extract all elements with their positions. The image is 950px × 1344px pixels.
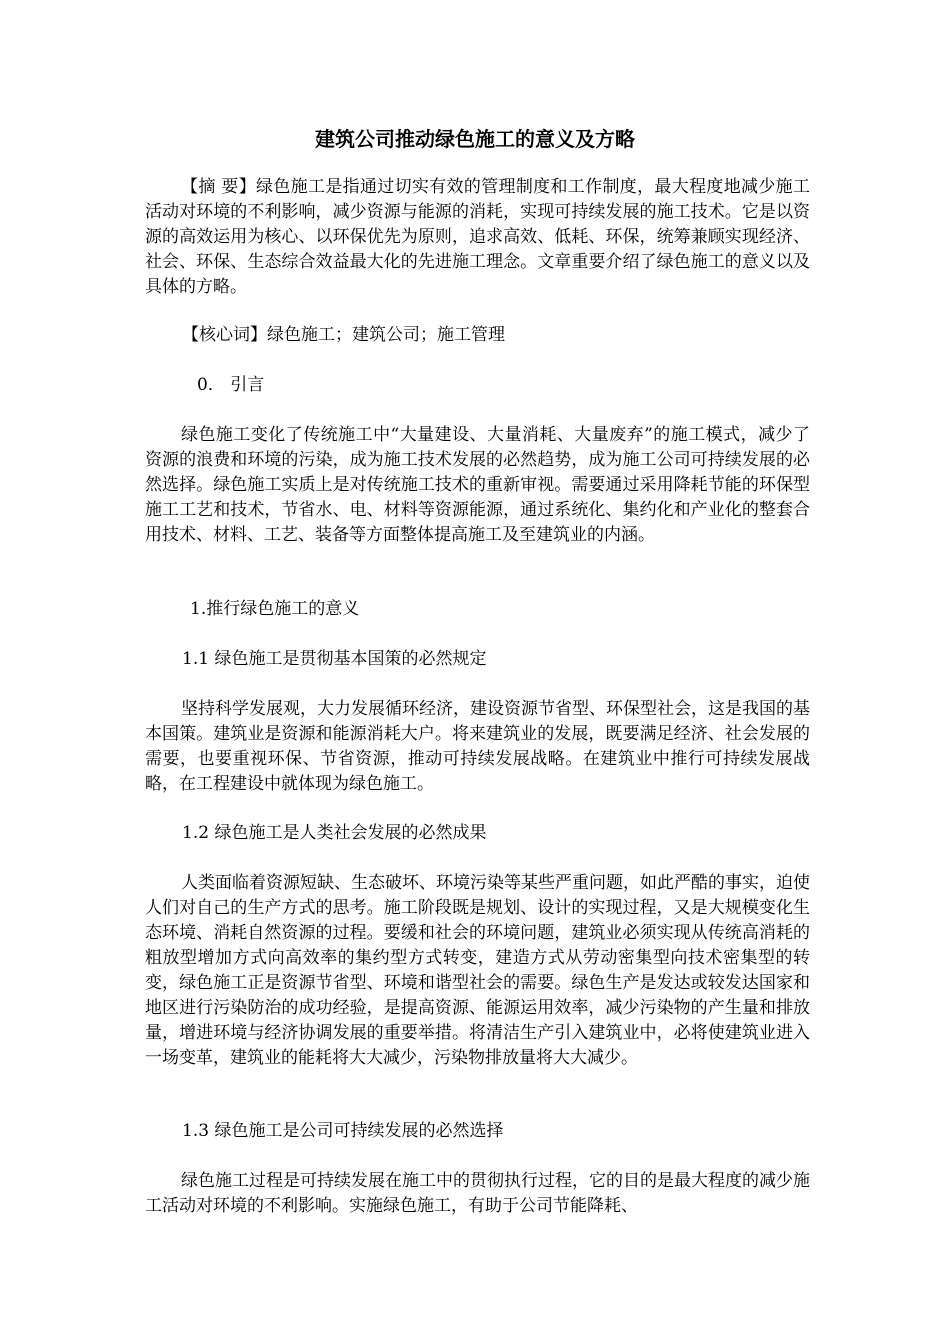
section-1-2-paragraph: 人类面临着资源短缺、生态破坏、环境污染等某些严重问题，如此严酷的事实，迫使人们对自己的生产方式的思考。施工阶段既是规划、设计的实现过程，又是大规模变化生态环境、消耗自然资源的过程。要缓和社会的环境问题，建筑业必须实现从传统高消耗的粗放型增加方式向高效率的集约型方式转变，建造方式从劳动密集型向技术密集型的转变，绿色施工正是资源节省型、环境和谐型社会的需要。绿色生产是发达或较发达国家和地区进行污染防治的成功经验，是提高资源、能源运用效率，减少污染物的产生量和排放量，增进环境与经济协调发展的重要举措。将清洁生产引入建筑业中，必将使建筑业进入一场变革，建筑业的能耗将大大减少，污染物排放量将大大减少。	[145, 873, 810, 1068]
intro-paragraph: 绿色施工变化了传统施工中“大量建设、大量消耗、大量废弃”的施工模式，减少了资源的浪费和环境的污染，成为施工技术发展的必然趋势，成为施工公司可持续发展的必然选择。绿色施工实质上是对传统施工技术的重新审视。需要通过采用降耗节能的环保型施工工艺和技术，节省水、电、材料等资源能源，通过系统化、集约化和产业化的整套合用技术、材料、工艺、装备等方面整体提高施工及至建筑业的内涵。	[145, 425, 810, 545]
section-1-heading: 1.推行绿色施工的意义	[190, 599, 360, 619]
section-1-3-paragraph: 绿色施工过程是可持续发展在施工中的贯彻执行过程，它的目的是最大程度的减少施工活动对环境的不利影响。实施绿色施工，有助于公司节能降耗、	[145, 1171, 810, 1216]
section-1-1-paragraph: 坚持科学发展观，大力发展循环经济，建设资源节省型、环保型社会，这是我国的基本国策。建筑业是资源和能源消耗大户。将来建筑业的发展，既要满足经济、社会发展的需要，也要重视环保、节省资源，推动可持续发展战略。在建筑业中推行可持续发展战略，在工程建设中就体现为绿色施工。	[145, 699, 810, 794]
section-1-3-heading: 1.3 绿色施工是公司可持续发展的必然选择	[182, 1121, 504, 1141]
document-title: 建筑公司推动绿色施工的意义及方略	[315, 127, 635, 151]
abstract-paragraph: 【摘 要】绿色施工是指通过切实有效的管理制度和工作制度，最大程度地减少施工活动对环境的不利影响，减少资源与能源的消耗，实现可持续发展的施工技术。它是以资源的高效运用为核心、以环保优先为原则，追求高效、低耗、环保，统筹兼顾实现经济、社会、环保、生态综合效益最大化的先进施工理念。文章重要介绍了绿色施工的意义以及具体的方略。	[145, 177, 810, 297]
section-1-1-heading: 1.1 绿色施工是贯彻基本国策的必然规定	[182, 649, 487, 669]
keywords-line: 【核心词】绿色施工；建筑公司；施工管理	[182, 325, 505, 345]
intro-heading: 0． 引言	[197, 375, 265, 395]
section-1-2-heading: 1.2 绿色施工是人类社会发展的必然成果	[182, 823, 487, 843]
